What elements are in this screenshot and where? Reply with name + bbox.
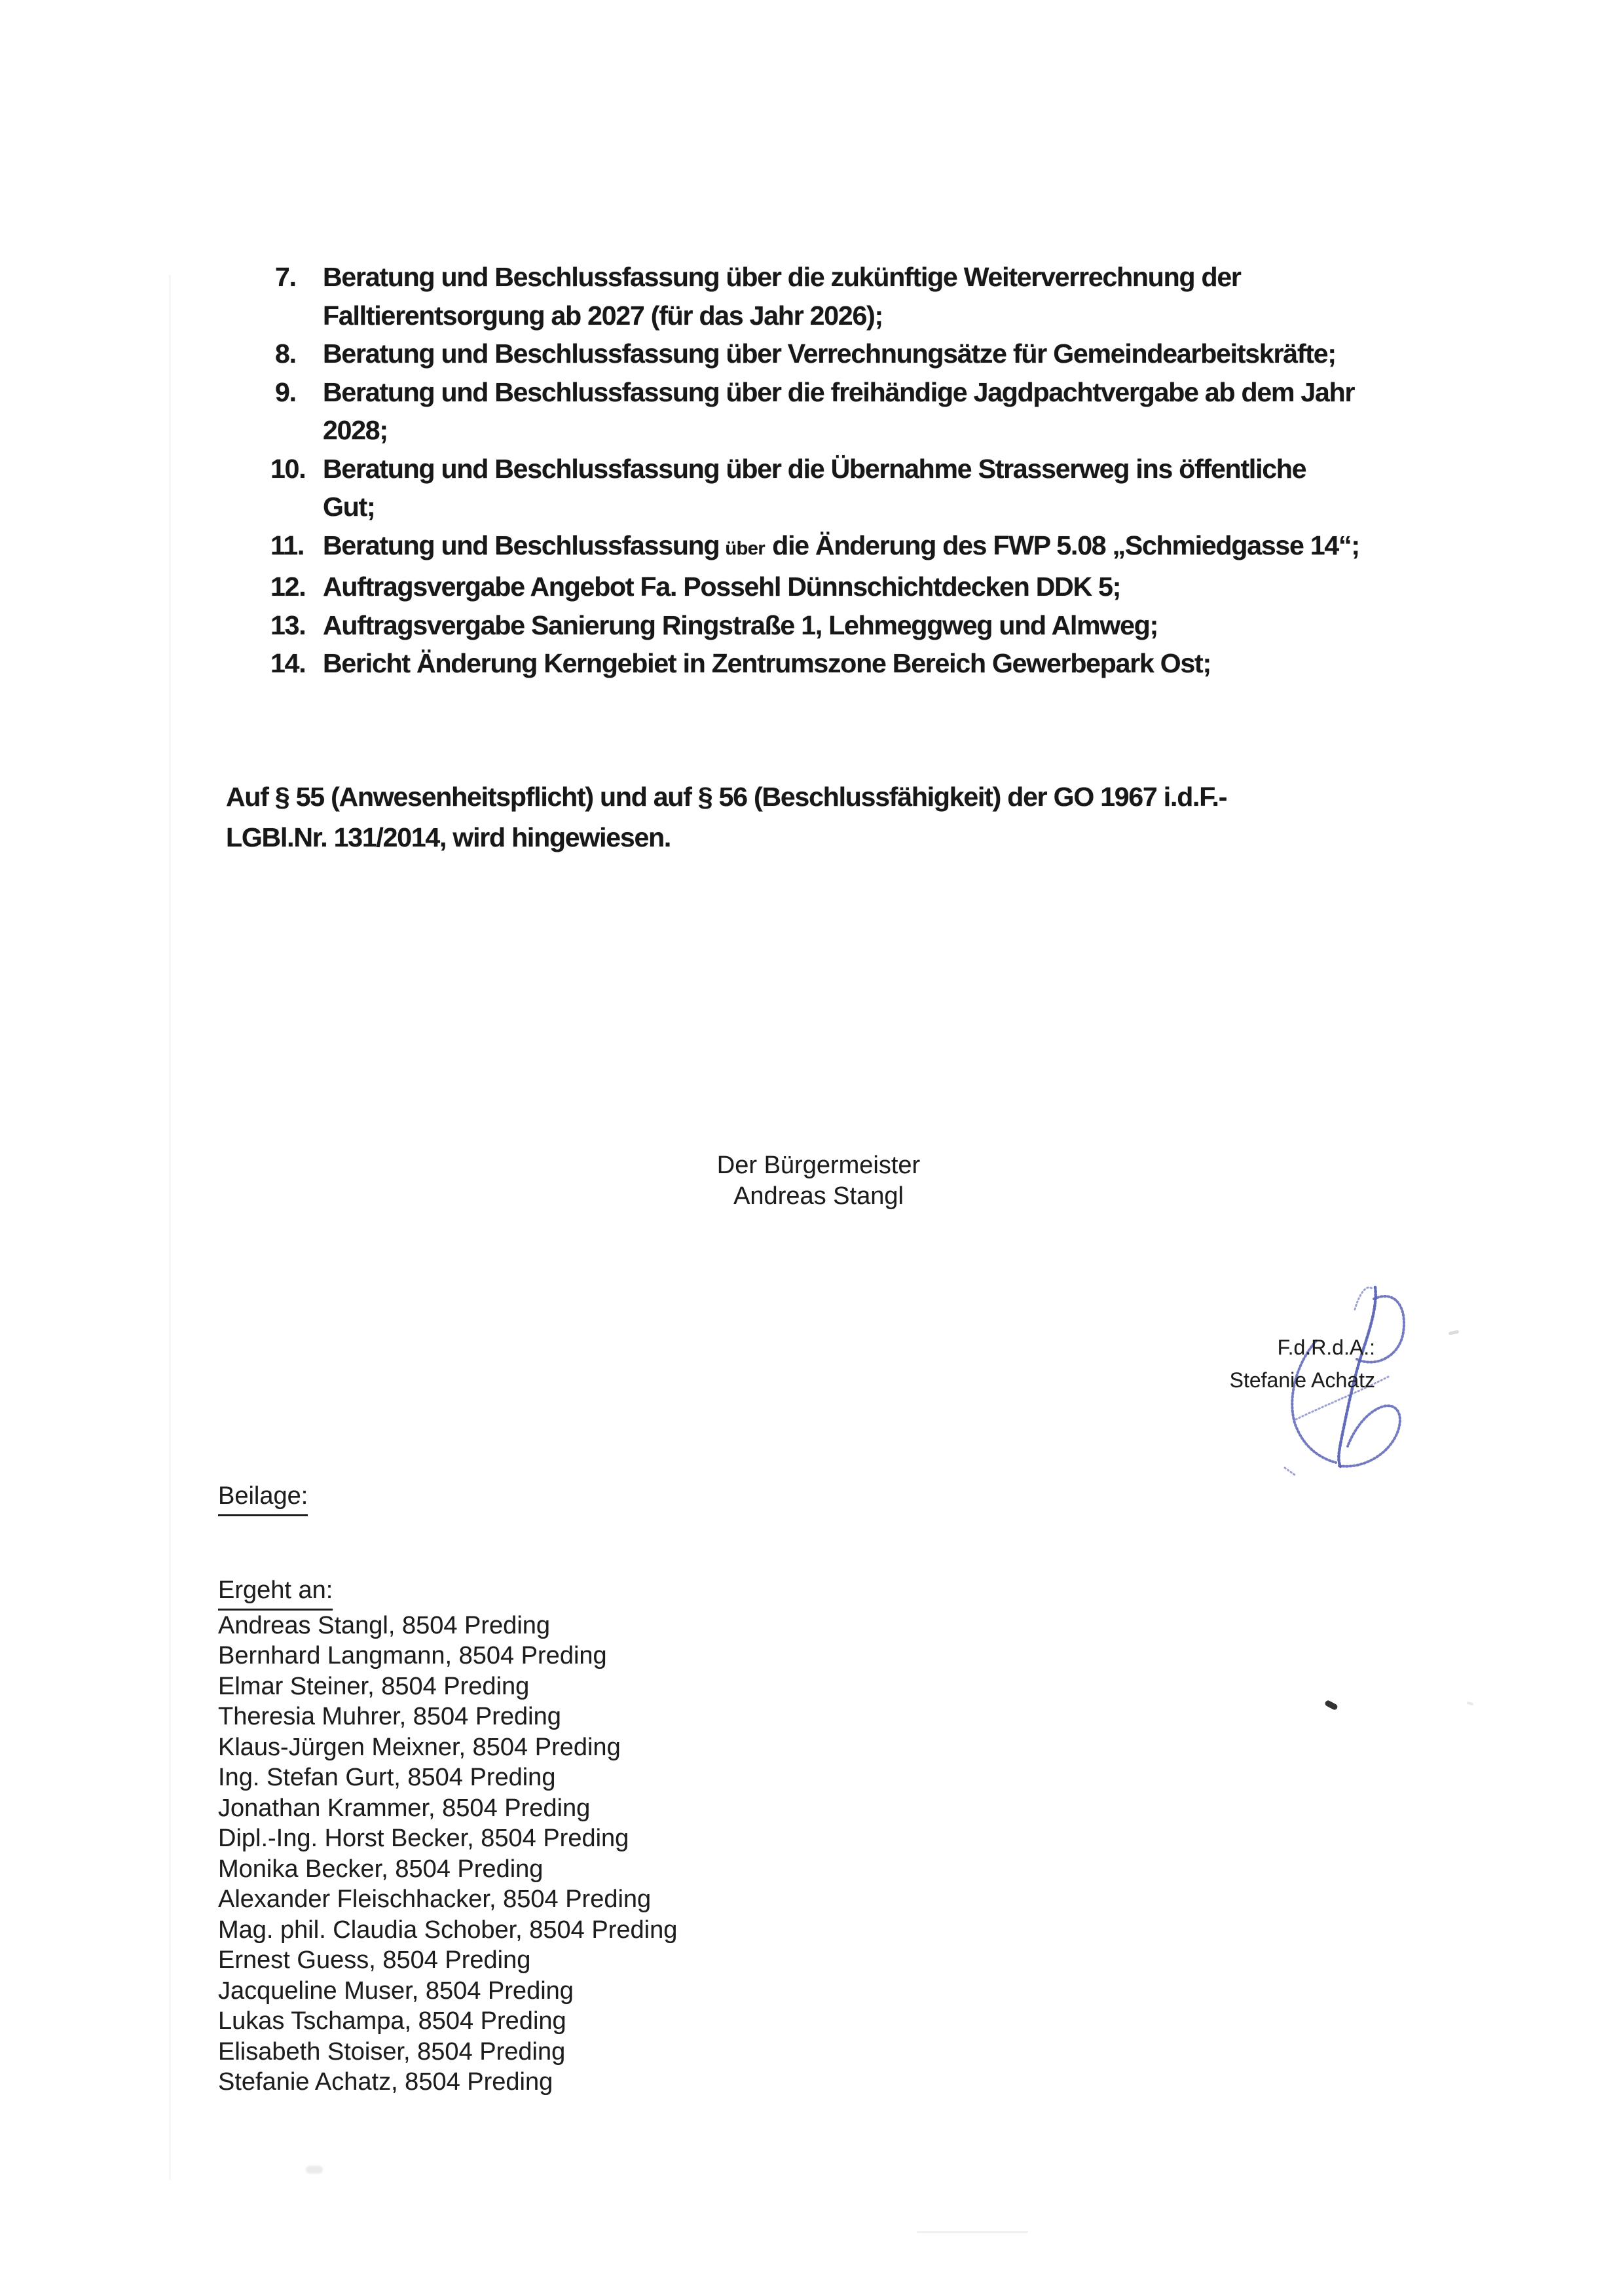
scan-smudge-artifact <box>306 2166 323 2174</box>
agenda-item-text: Beratung und Beschlussfassung über Verrechnungsätze für Gemeindearbeitskräfte; <box>323 338 1336 369</box>
recipient-line: Lukas Tschampa, 8504 Preding <box>218 2007 566 2035</box>
scan-smudge-artifact <box>917 2231 1028 2233</box>
agenda-item-text <box>323 526 1359 568</box>
scan-streak-artifact <box>169 275 171 2180</box>
recipient-line: Mag. phil. Claudia Schober, 8504 Preding <box>218 1916 678 1944</box>
recipient-line: Jonathan Krammer, 8504 Preding <box>218 1794 591 1822</box>
attestation-abbr: F.d.R.d.A.: <box>1277 1336 1375 1359</box>
agenda-item-14 <box>270 644 1441 683</box>
recipient-line: Bernhard Langmann, 8504 Preding <box>218 1642 607 1669</box>
agenda-item-number: 11. <box>270 530 304 560</box>
recipient-line: Elmar Steiner, 8504 Preding <box>218 1672 530 1700</box>
distribution-list <box>218 1575 677 2098</box>
agenda-item-text: Beratung und Beschlussfassung über die zukünftige Weiterverrechnung der Falltierentsorgung ab 2027 (für das Jahr 2026); <box>323 262 1241 331</box>
agenda-item-number: 9. <box>275 376 296 407</box>
agenda-item-text: Bericht Änderung Kerngebiet in Zentrumszone Bereich Gewerbepark Ost; <box>323 648 1211 678</box>
agenda-item-8 <box>275 335 1441 373</box>
agenda-item-text-small: über <box>725 538 766 559</box>
recipient-line: Theresia Muhrer, 8504 Preding <box>218 1703 561 1730</box>
mayor-name: Andreas Stangl <box>733 1182 904 1210</box>
recipient-line: Stefanie Achatz, 8504 Preding <box>218 2068 553 2096</box>
scan-speck-artifact <box>1324 1700 1338 1711</box>
agenda-item-text: Beratung und Beschlussfassung über die Übernahme Strasserweg ins öffentliche Gut; <box>323 453 1306 522</box>
agenda-list <box>270 258 1441 683</box>
agenda-item-text: Beratung und Beschlussfassung über die freihändige Jagdpachtvergabe ab dem Jahr 2028; <box>323 376 1355 445</box>
agenda-item-number: 7. <box>275 262 296 292</box>
agenda-item-7 <box>275 258 1441 335</box>
agenda-item-text: Auftragsvergabe Angebot Fa. Possehl Dünnschichtdecken DDK 5; <box>323 572 1121 602</box>
agenda-item-number: 13. <box>270 610 306 640</box>
agenda-item-number: 8. <box>275 338 296 369</box>
mayor-block <box>681 1150 956 1211</box>
agenda-item-number: 10. <box>270 453 306 484</box>
attestation-block <box>1230 1332 1375 1396</box>
mayor-role: Der Bürgermeister <box>716 1152 921 1179</box>
agenda-item-10 <box>270 450 1441 526</box>
recipient-line: Klaus-Jürgen Meixner, 8504 Preding <box>218 1733 621 1761</box>
attachment-section <box>218 1481 308 1516</box>
statutory-notice: Auf § 55 (Anwesenheitspflicht) und auf § 56 (Beschlussfähigkeit) der GO 1967 i.d.F.- LGBl.Nr. 131/2014, wird hingewiesen. <box>226 782 1227 852</box>
agenda-item-9 <box>275 373 1441 450</box>
attestation-name: Stefanie Achatz <box>1229 1368 1375 1392</box>
scan-speck-artifact <box>1449 1330 1460 1335</box>
recipient-line: Alexander Fleischhacker, 8504 Preding <box>218 1886 652 1913</box>
recipient-line: Ing. Stefan Gurt, 8504 Preding <box>218 1764 556 1791</box>
recipient-line: Ernest Guess, 8504 Preding <box>218 1946 531 1974</box>
recipient-line: Monika Becker, 8504 Preding <box>218 1855 544 1883</box>
agenda-item-number: 14. <box>270 648 306 678</box>
distribution-label: Ergeht an: <box>218 1575 677 1611</box>
attachment-label: Beilage: <box>218 1481 308 1516</box>
agenda-item-11 <box>270 526 1441 568</box>
recipient-line: Elisabeth Stoiser, 8504 Preding <box>218 2037 566 2066</box>
recipient-line: Jacqueline Muser, 8504 Preding <box>218 1977 574 2005</box>
recipient-line: Dipl.-Ing. Horst Becker, 8504 Preding <box>218 1825 629 1852</box>
agenda-item-text-after: die Änderung des FWP 5.08 „Schmiedgasse 14“; <box>772 530 1359 560</box>
agenda-item-13 <box>270 606 1441 645</box>
scan-speck-artifact <box>1467 1702 1474 1705</box>
agenda-item-number: 12. <box>270 572 306 602</box>
agenda-item-text-before: Beratung und Beschlussfassung <box>323 530 720 560</box>
agenda-item-text: Auftragsvergabe Sanierung Ringstraße 1, Lehmeggweg und Almweg; <box>323 610 1158 640</box>
agenda-item-12 <box>270 568 1441 606</box>
recipient-line: Andreas Stangl, 8504 Preding <box>218 1611 551 1639</box>
